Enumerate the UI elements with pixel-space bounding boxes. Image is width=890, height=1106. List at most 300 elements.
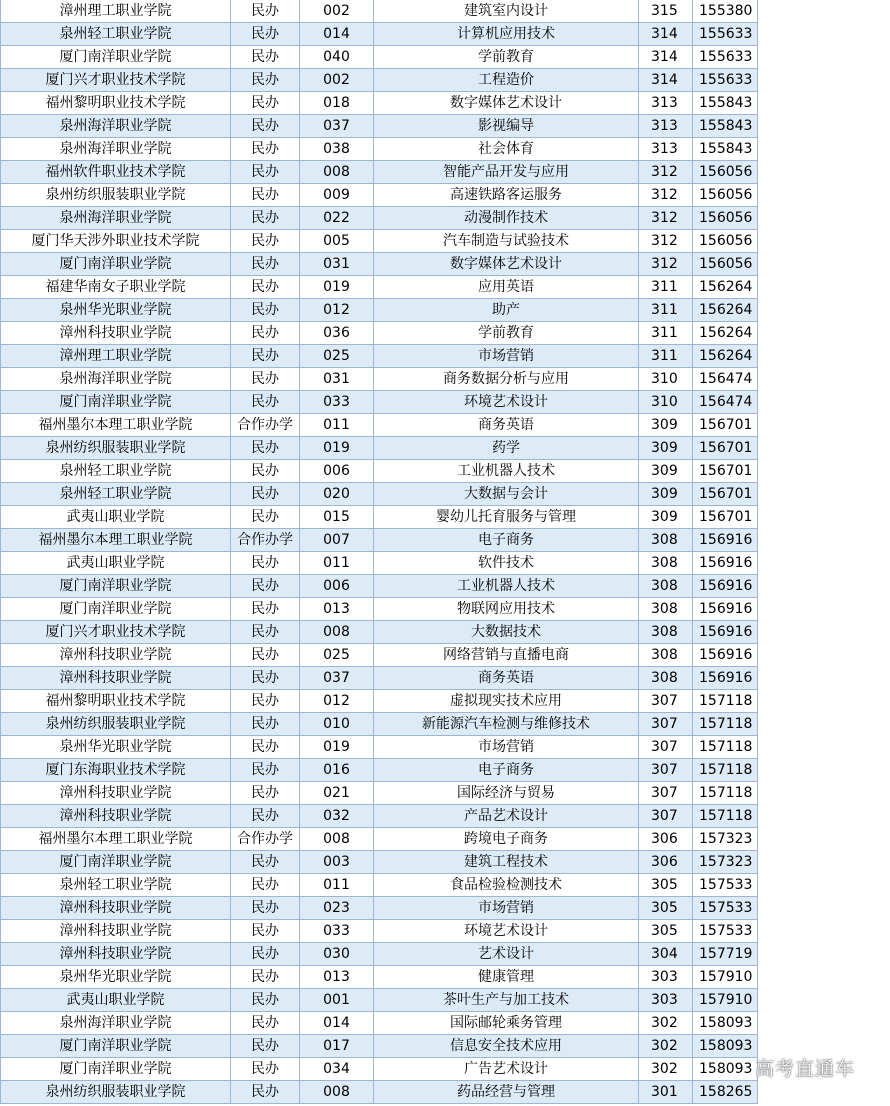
code-cell: 001 (300, 989, 374, 1012)
rank-cell: 156056 (693, 253, 758, 276)
type-cell: 民办 (231, 322, 300, 345)
table-row (1, 897, 758, 920)
table-row (1, 575, 758, 598)
score-cell: 314 (639, 46, 693, 69)
score-cell: 307 (639, 759, 693, 782)
score-cell: 307 (639, 713, 693, 736)
table-row (1, 345, 758, 368)
school-cell: 福州墨尔本理工职业学院 (1, 414, 231, 437)
code-cell: 023 (300, 897, 374, 920)
school-cell: 漳州理工职业学院 (1, 0, 231, 23)
score-cell: 309 (639, 506, 693, 529)
type-cell: 合作办学 (231, 828, 300, 851)
code-cell: 018 (300, 92, 374, 115)
code-cell: 033 (300, 391, 374, 414)
type-cell: 民办 (231, 437, 300, 460)
school-cell: 泉州轻工职业学院 (1, 23, 231, 46)
major-cell: 电子商务 (374, 759, 639, 782)
code-cell: 012 (300, 690, 374, 713)
rank-cell: 155843 (693, 138, 758, 161)
school-cell: 泉州海洋职业学院 (1, 207, 231, 230)
rank-cell: 156264 (693, 345, 758, 368)
table-row (1, 299, 758, 322)
rank-cell: 157118 (693, 805, 758, 828)
type-cell: 民办 (231, 138, 300, 161)
table-row (1, 437, 758, 460)
major-cell: 市场营销 (374, 897, 639, 920)
rank-cell: 156916 (693, 529, 758, 552)
table-row (1, 529, 758, 552)
code-cell: 034 (300, 1058, 374, 1081)
table-row (1, 46, 758, 69)
table-row (1, 322, 758, 345)
table-row (1, 69, 758, 92)
type-cell: 民办 (231, 506, 300, 529)
table-row (1, 1035, 758, 1058)
type-cell: 民办 (231, 69, 300, 92)
code-cell: 006 (300, 460, 374, 483)
rank-cell: 156701 (693, 506, 758, 529)
table-row (1, 1012, 758, 1035)
school-cell: 漳州科技职业学院 (1, 322, 231, 345)
rank-cell: 156264 (693, 299, 758, 322)
type-cell: 民办 (231, 253, 300, 276)
rank-cell: 156701 (693, 437, 758, 460)
school-cell: 泉州华光职业学院 (1, 299, 231, 322)
major-cell: 高速铁路客运服务 (374, 184, 639, 207)
type-cell: 民办 (231, 621, 300, 644)
score-cell: 308 (639, 575, 693, 598)
type-cell: 民办 (231, 736, 300, 759)
score-cell: 307 (639, 805, 693, 828)
score-cell: 309 (639, 437, 693, 460)
type-cell: 民办 (231, 851, 300, 874)
score-cell: 311 (639, 322, 693, 345)
major-cell: 婴幼儿托育服务与管理 (374, 506, 639, 529)
major-cell: 社会体育 (374, 138, 639, 161)
school-cell: 厦门南洋职业学院 (1, 1035, 231, 1058)
code-cell: 013 (300, 966, 374, 989)
rank-cell: 158093 (693, 1058, 758, 1081)
school-cell: 厦门南洋职业学院 (1, 391, 231, 414)
rank-cell: 156474 (693, 368, 758, 391)
code-cell: 011 (300, 414, 374, 437)
code-cell: 011 (300, 552, 374, 575)
score-cell: 305 (639, 874, 693, 897)
rank-cell: 157118 (693, 782, 758, 805)
rank-cell: 157533 (693, 897, 758, 920)
major-cell: 广告艺术设计 (374, 1058, 639, 1081)
table-row (1, 989, 758, 1012)
school-cell: 福州墨尔本理工职业学院 (1, 529, 231, 552)
major-cell: 国际邮轮乘务管理 (374, 1012, 639, 1035)
rank-cell: 156916 (693, 667, 758, 690)
score-cell: 310 (639, 391, 693, 414)
school-cell: 厦门华天涉外职业技术学院 (1, 230, 231, 253)
table-row (1, 115, 758, 138)
school-cell: 厦门南洋职业学院 (1, 253, 231, 276)
major-cell: 市场营销 (374, 736, 639, 759)
rank-cell: 156701 (693, 414, 758, 437)
code-cell: 037 (300, 115, 374, 138)
major-cell: 国际经济与贸易 (374, 782, 639, 805)
rank-cell: 156916 (693, 621, 758, 644)
major-cell: 建筑室内设计 (374, 0, 639, 23)
major-cell: 网络营销与直播电商 (374, 644, 639, 667)
table-row (1, 759, 758, 782)
rank-cell: 157118 (693, 736, 758, 759)
code-cell: 019 (300, 276, 374, 299)
code-cell: 005 (300, 230, 374, 253)
school-cell: 武夷山职业学院 (1, 989, 231, 1012)
code-cell: 032 (300, 805, 374, 828)
score-cell: 303 (639, 989, 693, 1012)
rank-cell: 156056 (693, 184, 758, 207)
table-row (1, 414, 758, 437)
table-row (1, 966, 758, 989)
major-cell: 信息安全技术应用 (374, 1035, 639, 1058)
score-cell: 312 (639, 207, 693, 230)
code-cell: 017 (300, 1035, 374, 1058)
type-cell: 民办 (231, 782, 300, 805)
school-cell: 泉州纺织服装职业学院 (1, 437, 231, 460)
code-cell: 020 (300, 483, 374, 506)
school-cell: 泉州华光职业学院 (1, 966, 231, 989)
score-cell: 312 (639, 161, 693, 184)
score-cell: 308 (639, 621, 693, 644)
score-cell: 313 (639, 115, 693, 138)
type-cell: 民办 (231, 575, 300, 598)
code-cell: 040 (300, 46, 374, 69)
type-cell: 民办 (231, 483, 300, 506)
table-row (1, 874, 758, 897)
major-cell: 产品艺术设计 (374, 805, 639, 828)
school-cell: 泉州纺织服装职业学院 (1, 713, 231, 736)
code-cell: 011 (300, 874, 374, 897)
school-cell: 泉州纺织服装职业学院 (1, 184, 231, 207)
school-cell: 厦门东海职业技术学院 (1, 759, 231, 782)
code-cell: 010 (300, 713, 374, 736)
rank-cell: 156916 (693, 644, 758, 667)
score-cell: 307 (639, 690, 693, 713)
type-cell: 民办 (231, 667, 300, 690)
major-cell: 影视编导 (374, 115, 639, 138)
rank-cell: 156056 (693, 230, 758, 253)
watermark-text: 高考直通车 (755, 1058, 856, 1080)
type-cell: 民办 (231, 92, 300, 115)
major-cell: 智能产品开发与应用 (374, 161, 639, 184)
type-cell: 民办 (231, 0, 300, 23)
code-cell: 022 (300, 207, 374, 230)
score-cell: 307 (639, 736, 693, 759)
rank-cell: 155633 (693, 46, 758, 69)
score-cell: 308 (639, 552, 693, 575)
type-cell: 民办 (231, 1081, 300, 1104)
school-cell: 泉州海洋职业学院 (1, 1012, 231, 1035)
code-cell: 033 (300, 920, 374, 943)
score-cell: 307 (639, 782, 693, 805)
major-cell: 应用英语 (374, 276, 639, 299)
major-cell: 工业机器人技术 (374, 575, 639, 598)
type-cell: 合作办学 (231, 529, 300, 552)
table-row (1, 253, 758, 276)
rank-cell: 157118 (693, 690, 758, 713)
major-cell: 食品检验检测技术 (374, 874, 639, 897)
table-row (1, 667, 758, 690)
score-cell: 308 (639, 667, 693, 690)
major-cell: 商务数据分析与应用 (374, 368, 639, 391)
rank-cell: 156474 (693, 391, 758, 414)
major-cell: 建筑工程技术 (374, 851, 639, 874)
table-row (1, 23, 758, 46)
table-row (1, 92, 758, 115)
score-cell: 305 (639, 897, 693, 920)
table-row (1, 621, 758, 644)
type-cell: 民办 (231, 115, 300, 138)
score-cell: 311 (639, 345, 693, 368)
type-cell: 民办 (231, 644, 300, 667)
code-cell: 037 (300, 667, 374, 690)
code-cell: 002 (300, 69, 374, 92)
table-row (1, 184, 758, 207)
code-cell: 008 (300, 621, 374, 644)
rank-cell: 155633 (693, 69, 758, 92)
school-cell: 漳州科技职业学院 (1, 920, 231, 943)
type-cell: 合作办学 (231, 414, 300, 437)
school-cell: 泉州海洋职业学院 (1, 115, 231, 138)
score-cell: 308 (639, 644, 693, 667)
code-cell: 016 (300, 759, 374, 782)
code-cell: 008 (300, 828, 374, 851)
code-cell: 038 (300, 138, 374, 161)
type-cell: 民办 (231, 207, 300, 230)
school-cell: 厦门南洋职业学院 (1, 598, 231, 621)
school-cell: 漳州科技职业学院 (1, 667, 231, 690)
table-row (1, 782, 758, 805)
table-row (1, 506, 758, 529)
rank-cell: 157323 (693, 828, 758, 851)
major-cell: 商务英语 (374, 667, 639, 690)
type-cell: 民办 (231, 759, 300, 782)
score-cell: 305 (639, 920, 693, 943)
code-cell: 030 (300, 943, 374, 966)
score-cell: 303 (639, 966, 693, 989)
score-cell: 304 (639, 943, 693, 966)
type-cell: 民办 (231, 874, 300, 897)
school-cell: 福建华南女子职业学院 (1, 276, 231, 299)
score-cell: 313 (639, 138, 693, 161)
type-cell: 民办 (231, 460, 300, 483)
score-cell: 312 (639, 184, 693, 207)
school-cell: 泉州轻工职业学院 (1, 460, 231, 483)
school-cell: 泉州纺织服装职业学院 (1, 1081, 231, 1104)
major-cell: 药品经营与管理 (374, 1081, 639, 1104)
code-cell: 021 (300, 782, 374, 805)
score-cell: 314 (639, 69, 693, 92)
score-cell: 311 (639, 299, 693, 322)
type-cell: 民办 (231, 299, 300, 322)
rank-cell: 155633 (693, 23, 758, 46)
school-cell: 泉州轻工职业学院 (1, 483, 231, 506)
major-cell: 跨境电子商务 (374, 828, 639, 851)
table-row (1, 713, 758, 736)
code-cell: 003 (300, 851, 374, 874)
table-body (1, 0, 758, 1104)
major-cell: 大数据与会计 (374, 483, 639, 506)
school-cell: 厦门南洋职业学院 (1, 46, 231, 69)
rank-cell: 156701 (693, 483, 758, 506)
type-cell: 民办 (231, 897, 300, 920)
major-cell: 茶叶生产与加工技术 (374, 989, 639, 1012)
score-cell: 308 (639, 598, 693, 621)
code-cell: 008 (300, 1081, 374, 1104)
major-cell: 新能源汽车检测与维修技术 (374, 713, 639, 736)
table-row (1, 943, 758, 966)
rank-cell: 156916 (693, 575, 758, 598)
code-cell: 014 (300, 23, 374, 46)
school-cell: 厦门兴才职业技术学院 (1, 621, 231, 644)
score-cell: 302 (639, 1035, 693, 1058)
score-cell: 302 (639, 1058, 693, 1081)
code-cell: 008 (300, 161, 374, 184)
type-cell: 民办 (231, 943, 300, 966)
major-cell: 工业机器人技术 (374, 460, 639, 483)
major-cell: 助产 (374, 299, 639, 322)
code-cell: 014 (300, 1012, 374, 1035)
major-cell: 软件技术 (374, 552, 639, 575)
table-row (1, 1081, 758, 1104)
school-cell: 福州黎明职业技术学院 (1, 690, 231, 713)
score-cell: 308 (639, 529, 693, 552)
type-cell: 民办 (231, 713, 300, 736)
school-cell: 武夷山职业学院 (1, 552, 231, 575)
school-cell: 厦门南洋职业学院 (1, 851, 231, 874)
school-cell: 漳州理工职业学院 (1, 345, 231, 368)
type-cell: 民办 (231, 230, 300, 253)
major-cell: 物联网应用技术 (374, 598, 639, 621)
type-cell: 民办 (231, 598, 300, 621)
code-cell: 019 (300, 736, 374, 759)
type-cell: 民办 (231, 46, 300, 69)
rank-cell: 156264 (693, 322, 758, 345)
rank-cell: 156056 (693, 161, 758, 184)
code-cell: 031 (300, 253, 374, 276)
code-cell: 006 (300, 575, 374, 598)
rank-cell: 155843 (693, 92, 758, 115)
school-cell: 泉州海洋职业学院 (1, 368, 231, 391)
major-cell: 环境艺术设计 (374, 391, 639, 414)
code-cell: 002 (300, 0, 374, 23)
table-row (1, 0, 758, 23)
major-cell: 动漫制作技术 (374, 207, 639, 230)
rank-cell: 156264 (693, 276, 758, 299)
school-cell: 厦门兴才职业技术学院 (1, 69, 231, 92)
score-cell: 315 (639, 0, 693, 23)
score-cell: 312 (639, 230, 693, 253)
school-cell: 漳州科技职业学院 (1, 805, 231, 828)
score-cell: 310 (639, 368, 693, 391)
major-cell: 虚拟现实技术应用 (374, 690, 639, 713)
type-cell: 民办 (231, 391, 300, 414)
rank-cell: 157118 (693, 759, 758, 782)
major-cell: 计算机应用技术 (374, 23, 639, 46)
major-cell: 健康管理 (374, 966, 639, 989)
score-cell: 301 (639, 1081, 693, 1104)
major-cell: 药学 (374, 437, 639, 460)
code-cell: 025 (300, 644, 374, 667)
table-row (1, 230, 758, 253)
table-row (1, 161, 758, 184)
rank-cell: 155843 (693, 115, 758, 138)
school-cell: 厦门南洋职业学院 (1, 575, 231, 598)
code-cell: 015 (300, 506, 374, 529)
school-cell: 泉州海洋职业学院 (1, 138, 231, 161)
table-row (1, 368, 758, 391)
score-cell: 306 (639, 828, 693, 851)
table-row (1, 828, 758, 851)
code-cell: 019 (300, 437, 374, 460)
score-cell: 306 (639, 851, 693, 874)
rank-cell: 157719 (693, 943, 758, 966)
table-row (1, 644, 758, 667)
code-cell: 031 (300, 368, 374, 391)
major-cell: 工程造价 (374, 69, 639, 92)
score-cell: 314 (639, 23, 693, 46)
code-cell: 013 (300, 598, 374, 621)
score-cell: 302 (639, 1012, 693, 1035)
school-cell: 福州软件职业技术学院 (1, 161, 231, 184)
major-cell: 大数据技术 (374, 621, 639, 644)
school-cell: 泉州轻工职业学院 (1, 874, 231, 897)
type-cell: 民办 (231, 23, 300, 46)
type-cell: 民办 (231, 805, 300, 828)
rank-cell: 158093 (693, 1012, 758, 1035)
score-cell: 311 (639, 276, 693, 299)
table-row (1, 598, 758, 621)
type-cell: 民办 (231, 690, 300, 713)
code-cell: 025 (300, 345, 374, 368)
table-row (1, 552, 758, 575)
type-cell: 民办 (231, 966, 300, 989)
major-cell: 市场营销 (374, 345, 639, 368)
table-row (1, 920, 758, 943)
table-row (1, 851, 758, 874)
table-row (1, 276, 758, 299)
table-row (1, 483, 758, 506)
rank-cell: 156056 (693, 207, 758, 230)
table-row (1, 736, 758, 759)
score-cell: 309 (639, 414, 693, 437)
code-cell: 009 (300, 184, 374, 207)
type-cell: 民办 (231, 276, 300, 299)
major-cell: 汽车制造与试验技术 (374, 230, 639, 253)
type-cell: 民办 (231, 368, 300, 391)
rank-cell: 158093 (693, 1035, 758, 1058)
school-cell: 武夷山职业学院 (1, 506, 231, 529)
major-cell: 电子商务 (374, 529, 639, 552)
score-cell: 309 (639, 483, 693, 506)
major-cell: 商务英语 (374, 414, 639, 437)
school-cell: 福州黎明职业技术学院 (1, 92, 231, 115)
rank-cell: 157118 (693, 713, 758, 736)
rank-cell: 157323 (693, 851, 758, 874)
rank-cell: 156701 (693, 460, 758, 483)
table-row (1, 138, 758, 161)
score-cell: 309 (639, 460, 693, 483)
major-cell: 环境艺术设计 (374, 920, 639, 943)
table-row (1, 391, 758, 414)
school-cell: 漳州科技职业学院 (1, 644, 231, 667)
